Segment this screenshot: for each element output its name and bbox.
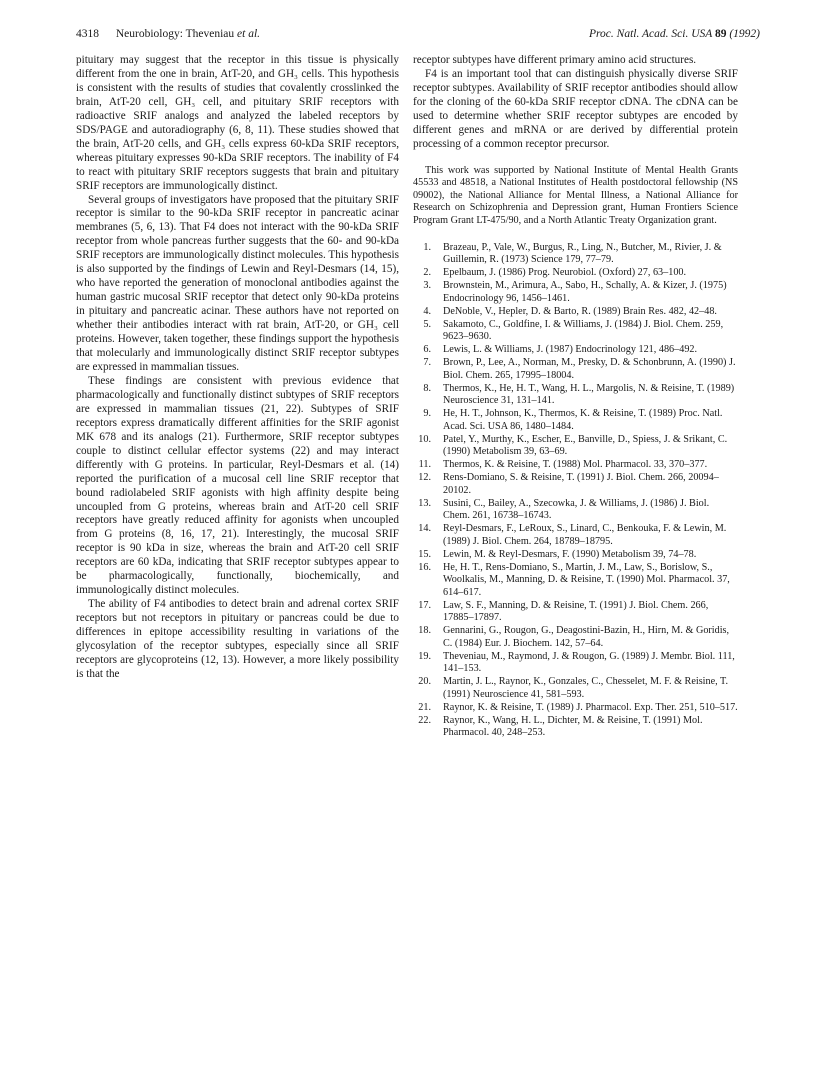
reference-number: 9.	[423, 408, 431, 420]
reference-item	[413, 498, 738, 523]
reference-citation: Lewin, M. & Reyl-Desmars, F. (1990) Metabolism 39, 74–78.	[443, 548, 697, 560]
reference-number: 14.	[418, 523, 431, 535]
reference-item	[413, 306, 738, 318]
reference-item	[413, 562, 738, 599]
reference-number: 16.	[418, 561, 431, 573]
reference-citation: Raynor, K. & Reisine, T. (1989) J. Pharmacol. Exp. Ther. 251, 510–517.	[443, 701, 738, 713]
reference-citation: Reyl-Desmars, F., LeRoux, S., Linard, C., Benkouka, F. & Lewin, M. (1989) J. Biol. Chem. 264, 18789–18795.	[443, 523, 727, 547]
reference-citation: He, H. T., Rens-Domiano, S., Martin, J. M., Law, S., Borislow, S., Woolkalis, M., Manning, D. & Reisine, T. (1990) Mol. Pharmacol. 37, 614–617.	[443, 561, 730, 598]
reference-citation: Brown, P., Lee, A., Norman, M., Presky, D. & Schonbrunn, A. (1990) J. Biol. Chem. 265, 17995–18004.	[443, 357, 736, 381]
body-paragraph: pituitary may suggest that the receptor in this tissue is physically different from the one in brain, AtT-20, and GH₃ cells. This hypothesis is consistent with the results of studies that covalently crosslinked the brain, AtT-20 cell, GH₃ cell, and pituitary SRIF receptors with radioactive SRIF analogs and analyzed the labeled receptors by SDS/PAGE and autoradiography (6, 8, 11). These studies showed that the brain, AtT-20 cells, and GH₃ cells express 60-kDa SRIF receptors, whereas pituitary expresses 90-kDa SRIF receptors. The inability of F4 to react with pituitary SRIF receptors suggests that brain and pituitary SRIF receptors are immunologically distinct.	[76, 54, 399, 192]
reference-number: 10.	[418, 433, 431, 445]
reference-item	[413, 383, 738, 408]
reference-number: 2.	[423, 267, 431, 279]
reference-citation: Epelbaum, J. (1986) Prog. Neurobiol. (Oxford) 27, 63–100.	[443, 267, 687, 279]
section-title: Neurobiology: Theveniau	[115, 28, 235, 40]
reference-number: 22.	[418, 714, 431, 726]
reference-item	[413, 702, 738, 714]
reference-citation: Sakamoto, C., Goldfine, I. & Williams, J. (1984) J. Biol. Chem. 259, 9623–9630.	[443, 318, 724, 343]
reference-number: 4.	[423, 305, 431, 317]
header-right	[589, 28, 760, 40]
reference-item	[413, 676, 738, 701]
reference-number: 15.	[418, 548, 431, 560]
reference-citation: Brownstein, M., Arimura, A., Sabo, H., Schally, A. & Kizer, J. (1975) Endocrinology 96, 1456–1461.	[443, 280, 727, 304]
reference-item	[413, 344, 738, 356]
reference-citation: Thermos, K., He, H. T., Wang, H. L., Margolis, N. & Reisine, T. (1989) Neuroscience 31, 131–141.	[443, 382, 735, 407]
reference-number: 3.	[423, 280, 431, 292]
body-paragraph: F4 is an important tool that can distinguish physically diverse SRIF receptor subtypes. Availability of SRIF receptor antibodies should allow for the cloning of the 60-kDa SRIF receptor cDNA. The cDNA can be used to determine whether SRIF receptor subtypes are encoded by different genes and mRNA or are derived by differential protein processing of a common receptor precursor.	[413, 67, 738, 150]
journal-name: Proc. Natl. Acad. Sci. USA	[588, 28, 713, 40]
body-paragraph: receptor subtypes have different primary amino acid structures.	[413, 54, 697, 66]
reference-number: 11.	[418, 459, 431, 471]
reference-item	[413, 459, 738, 471]
reference-number: 18.	[418, 625, 431, 637]
left-column	[76, 54, 399, 682]
reference-citation: Law, S. F., Manning, D. & Reisine, T. (1991) J. Biol. Chem. 266, 17885–17897.	[443, 599, 709, 624]
reference-item	[413, 434, 738, 459]
reference-item	[413, 715, 738, 740]
header-left	[76, 28, 260, 40]
reference-number: 12.	[418, 472, 431, 484]
reference-citation: DeNoble, V., Hepler, D. & Barto, R. (1989) Brain Res. 482, 42–48.	[443, 305, 717, 317]
reference-number: 7.	[423, 357, 431, 369]
reference-item	[413, 357, 738, 382]
reference-item	[413, 408, 738, 433]
body-paragraph: These findings are consistent with previous evidence that pharmacologically and functionally distinct subtypes of SRIF receptors are expressed in mammalian tissues (21, 22). Subtypes of SRIF receptors express dramatically different affinities for the SRIF agonist MK 678 and its analogs (21). Furthermore, SRIF receptor subtypes couple to distinct cellular effector systems (22) and may interact differently with G proteins. In particular, Reyl-Desmars et al. (14) reported the purification of a mucosal cell line SRIF receptor that bound radiolabeled SRIF agonists with high affinity despite being uncoupled from G proteins, whereas brain and AtT-20 cell SRIF receptors have greatly reduced affinity for agonists when uncoupled from G proteins (8, 16, 17, 21). Interestingly, the mucosal SRIF receptor is 90 kDa in size, whereas the brain and AtT-20 cell SRIF receptors are 60 kDa, indicating that SRIF receptor subtypes appear to be pharmacologically, functionally, biochemically, and immunologically distinct molecules.	[76, 374, 399, 597]
reference-citation: Brazeau, P., Vale, W., Burgus, R., Ling, N., Butcher, M., Rivier, J. & Guillemin, R. (1973) Science 179, 77–79.	[443, 241, 722, 266]
reference-number: 20.	[418, 676, 431, 688]
reference-number: 6.	[423, 344, 431, 356]
reference-citation: Thermos, K. & Reisine, T. (1988) Mol. Pharmacol. 33, 370–377.	[443, 459, 708, 471]
reference-citation: Susini, C., Bailey, A., Szecowka, J. & Williams, J. (1986) J. Biol. Chem. 261, 16738–16743.	[443, 497, 710, 522]
reference-citation: Martin, J. L., Raynor, K., Gonzales, C., Chesselet, M. F. & Reisine, T. (1991) Neuroscience 41, 581–593.	[443, 676, 729, 700]
reference-item	[413, 242, 738, 267]
reference-item	[413, 472, 738, 497]
reference-number: 21.	[418, 701, 431, 713]
reference-item	[413, 267, 738, 279]
reference-citation: Lewis, L. & Williams, J. (1987) Endocrinology 121, 486–492.	[443, 344, 698, 356]
reference-item	[413, 549, 738, 561]
reference-item	[413, 280, 738, 305]
page-number: 4318	[76, 28, 99, 40]
body-paragraph: The ability of F4 antibodies to detect brain and adrenal cortex SRIF receptors but not receptors in pituitary or pancreas could be due to differences in epitope accessibility resulting in variations of the glycosylation of the receptor subtypes, especially since all SRIF receptors are glycoproteins (12, 13). However, a more likely possibility is that the	[76, 598, 399, 680]
reference-citation: Theveniau, M., Raymond, J. & Rougon, G. (1989) J. Membr. Biol. 111, 141–153.	[443, 650, 735, 675]
reference-item	[413, 651, 738, 676]
reference-citation: Raynor, K., Wang, H. L., Dichter, M. & Reisine, T. (1991) Mol. Pharmacol. 40, 248–253.	[443, 714, 703, 739]
acknowledgment: This work was supported by National Institute of Mental Health Grants 45533 and 48518, a National Institutes of Health postdoctoral fellowship (NS 09002), the National Alliance for Mental Illness, a National Alliance for Research on Schizophrenia and Depression grant, Human Frontiers Science Program Grant LT-475/90, and a North Atlantic Treaty Organization grant.	[413, 164, 738, 227]
reference-number: 13.	[418, 497, 431, 509]
reference-citation: He, H. T., Johnson, K., Thermos, K. & Reisine, T. (1989) Proc. Natl. Acad. Sci. USA 86, 1480–1484.	[443, 408, 723, 432]
journal-volume: 89	[714, 28, 727, 40]
reference-number: 17.	[418, 599, 431, 611]
reference-number: 19.	[418, 650, 431, 662]
reference-citation: Rens-Domiano, S. & Reisine, T. (1991) J. Biol. Chem. 266, 20094–20102.	[443, 472, 719, 496]
reference-number: 5.	[423, 318, 431, 330]
reference-list	[413, 242, 738, 740]
reference-item	[413, 600, 738, 625]
reference-number: 1.	[423, 241, 431, 253]
reference-number: 8.	[423, 382, 431, 394]
reference-item	[413, 523, 738, 548]
running-header	[76, 28, 760, 48]
journal-year: (1992)	[729, 28, 760, 40]
reference-citation: Gennarini, G., Rougon, G., Deagostini-Bazin, H., Hirn, M. & Goridis, C. (1984) Eur. J. Biochem. 142, 57–64.	[443, 625, 730, 649]
right-column	[413, 54, 738, 740]
reference-item	[413, 319, 738, 344]
section-suffix: et al.	[237, 28, 261, 40]
reference-citation: Patel, Y., Murthy, K., Escher, E., Banville, D., Spiess, J. & Srikant, C. (1990) Metabolism 39, 63–69.	[443, 433, 728, 458]
reference-item	[413, 625, 738, 650]
body-paragraph: Several groups of investigators have proposed that the pituitary SRIF receptor is similar to the 90-kDa SRIF receptor in pancreatic acinar membranes (5, 6, 13). That F4 does not interact with the 90-kDa SRIF receptor from whole pancreas further suggests that the 60- and 90-kDa SRIF receptors are immunologically distinct molecules. This hypothesis is also supported by the findings of Lewin and Reyl-Desmars (14, 15), who have reported the generation of monoclonal antibodies against the human gastric mucosal SRIF receptor that detect only 90-kDa proteins in pituitary and pancreatic acinar. These authors have not reported on whether their antibodies interact with rat brain, AtT-20, or GH₃ cell proteins. However, taken together, these findings support the hypothesis that molecularly and immunologically distinct SRIF receptor subtypes are expressed in mammalian tissues.	[76, 193, 399, 373]
